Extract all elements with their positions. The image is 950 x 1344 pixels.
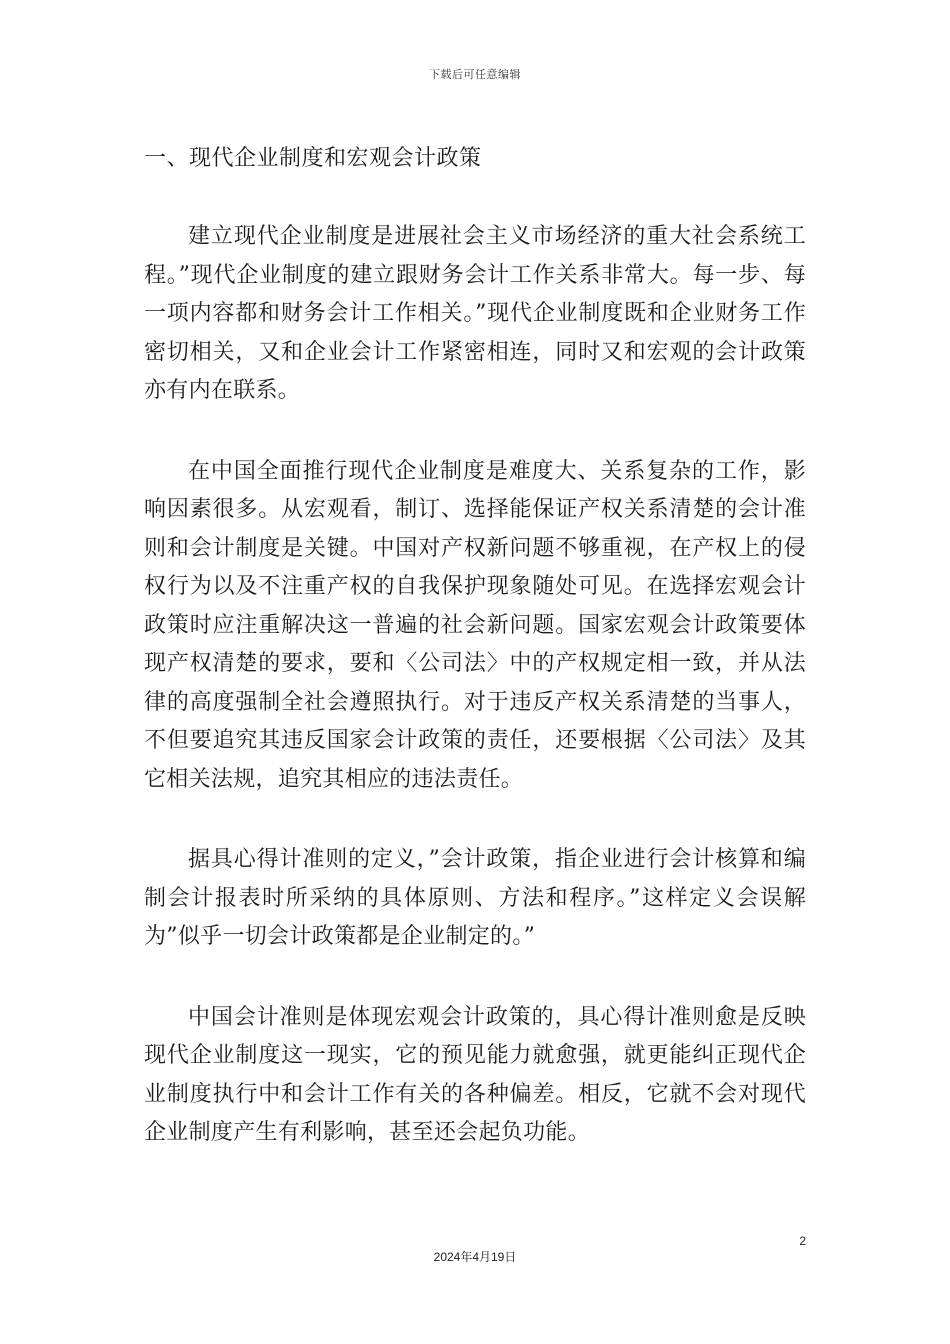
paragraph-1: 建立现代企业制度是进展社会主义市场经济的重大社会系统工程。”现代企业制度的建立跟财务会计工作关系非常大。每一步、每一项内容都和财务会计工作相关。”现代企业制度既和企业财务工作密切相关，又和企业会计工作紧密相连，同时又和宏观的会计政策亦有内在联系。 bbox=[144, 224, 806, 403]
page-header: 下载后可任意编辑 bbox=[429, 68, 521, 81]
paragraph-4: 中国会计准则是体现宏观会计政策的，具心得计准则愈是反映现代企业制度这一现实，它的预见能力就愈强，就更能纠正现代企业制度执行中和会计工作有关的各种偏差。相反，它就不会对现代企业制度产生有利影响，甚至还会起负功能。 bbox=[144, 1004, 806, 1145]
document-body bbox=[144, 140, 806, 1195]
page-number: 2 bbox=[799, 1234, 806, 1248]
paragraph-2: 在中国全面推行现代企业制度是难度大、关系复杂的工作，影响因素很多。从宏观看，制订、选择能保证产权关系清楚的会计准则和会计制度是关键。中国对产权新问题不够重视，在产权上的侵权行为以及不注重产权的自我保护现象随处可见。在选择宏观会计政策时应注重解决这一普遍的社会新问题。国家宏观会计政策要体现产权清楚的要求，要和〈公司法〉中的产权规定相一致，并从法律的高度强制全社会遵照执行。对于违反产权关系清楚的当事人，不但要追究其违反国家会计政策的责任，还要根据〈公司法〉及其它相关法规，追究其相应的违法责任。 bbox=[144, 458, 806, 792]
section-heading: 一、现代企业制度和宏观会计政策 bbox=[144, 146, 482, 171]
footer-date: 2024年4月19日 bbox=[433, 1250, 517, 1264]
paragraph-3: 据具心得计准则的定义，”会计政策，指企业进行会计核算和编制会计报表时所采纳的具体原则、方法和程序。”这样定义会误解为”似乎一切会计政策都是企业制定的。” bbox=[144, 847, 806, 949]
